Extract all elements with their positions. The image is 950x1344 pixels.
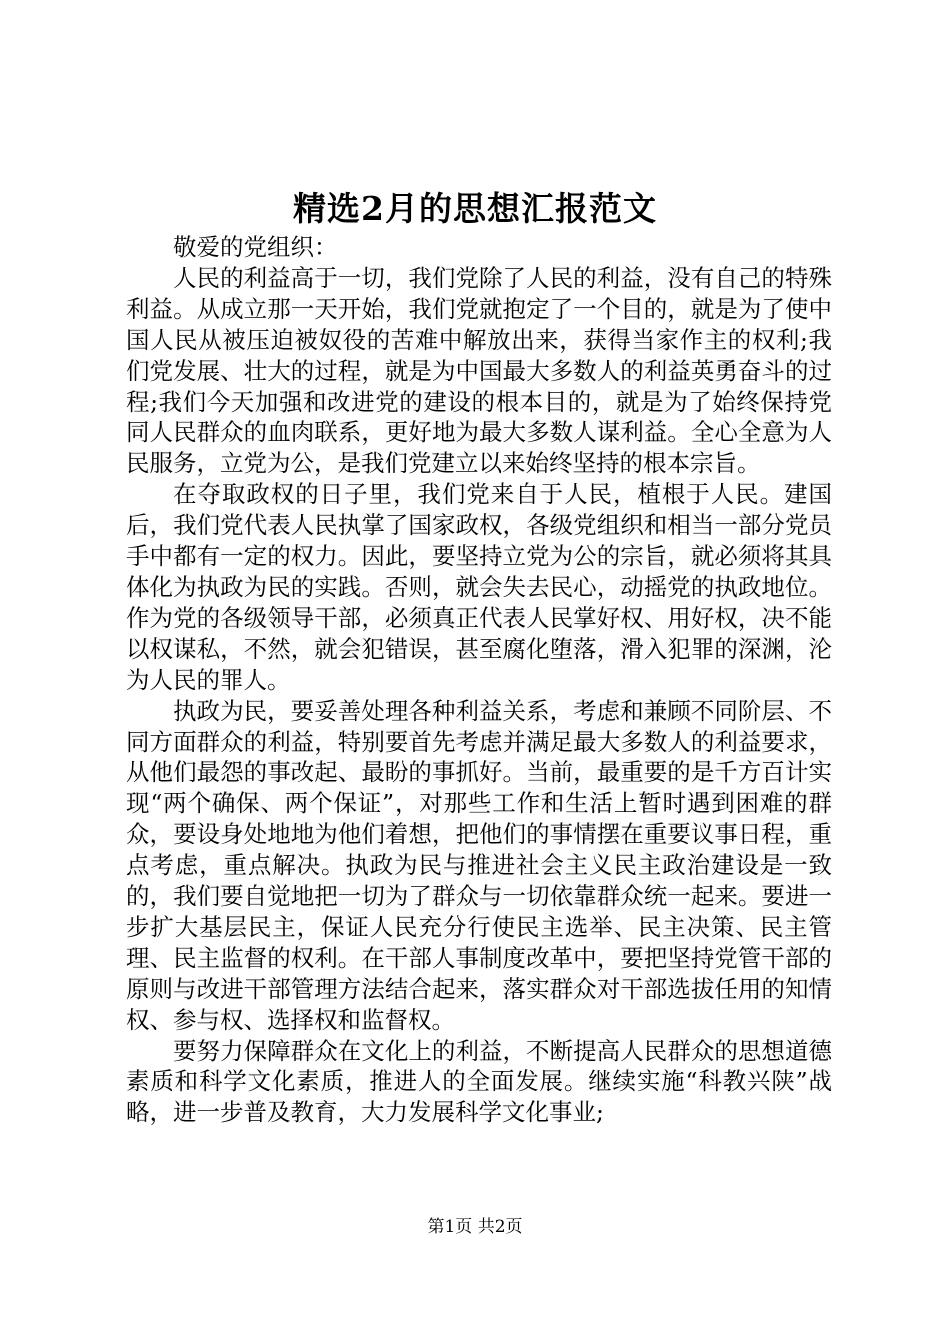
paragraph-2: 在夺取政权的日子里，我们党来自于人民，植根于人民。建国后，我们党代表人民执掌了国家政权，各级党组织和相当一部分党员手中都有一定的权力。因此，要坚持立党为公的宗旨，就必须将其具体化为执政为民的实践。否则，就会失去民心，动摇党的执政地位。作为党的各级领导干部，必须真正代表人民掌好权、用好权，决不能以权谋私，不然，就会犯错误，甚至腐化堕落，滑入犯罪的深渊，沦为人民的罪人。: [126, 480, 832, 694]
document-title: 精选2月的思想汇报范文: [293, 189, 657, 228]
salutation: 敬爱的党组织：: [173, 233, 338, 261]
paragraph-3: 执政为民，要妥善处理各种利益关系，考虑和兼顾不同阶层、不同方面群众的利益，特别要首先考虑并满足最大多数人的利益要求，从他们最怨的事改起、最盼的事抓好。当前，最重要的是千方百计实现“两个确保、两个保证”，对那些工作和生活上暂时遇到困难的群众，要设身处地地为他们着想，把他们的事情摆在重要议事日程，重点考虑，重点解决。执政为民与推进社会主义民主政治建设是一致的，我们要自觉地把一切为了群众与一切依靠群众统一起来。要进一步扩大基层民主，保证人民充分行使民主选举、民主决策、民主管理、民主监督的权利。在干部人事制度改革中，要把坚持党管干部的原则与改进干部管理方法结合起来，落实群众对干部选拔任用的知情权、参与权、选择权和监督权。: [126, 696, 832, 1034]
page-footer: 第1页 共2页: [427, 1217, 523, 1237]
document-body: [126, 232, 832, 1128]
paragraph-4: 要努力保障群众在文化上的利益，不断提高人民群众的思想道德素质和科学文化素质，推进人的全面发展。继续实施“科教兴陕”战略，进一步普及教育，大力发展科学文化事业;: [126, 1036, 832, 1127]
paragraph-1: 人民的利益高于一切，我们党除了人民的利益，没有自己的特殊利益。从成立那一天开始，我们党就抱定了一个目的，就是为了使中国人民从被压迫被奴役的苦难中解放出来，获得当家作主的权利;我们党发展、壮大的过程，就是为中国最大多数人的利益英勇奋斗的过程;我们今天加强和改进党的建设的根本目的，就是为了始终保持党同人民群众的血肉联系，更好地为最大多数人谋利益。全心全意为人民服务，立党为公，是我们党建立以来始终坚持的根本宗旨。: [126, 263, 832, 478]
